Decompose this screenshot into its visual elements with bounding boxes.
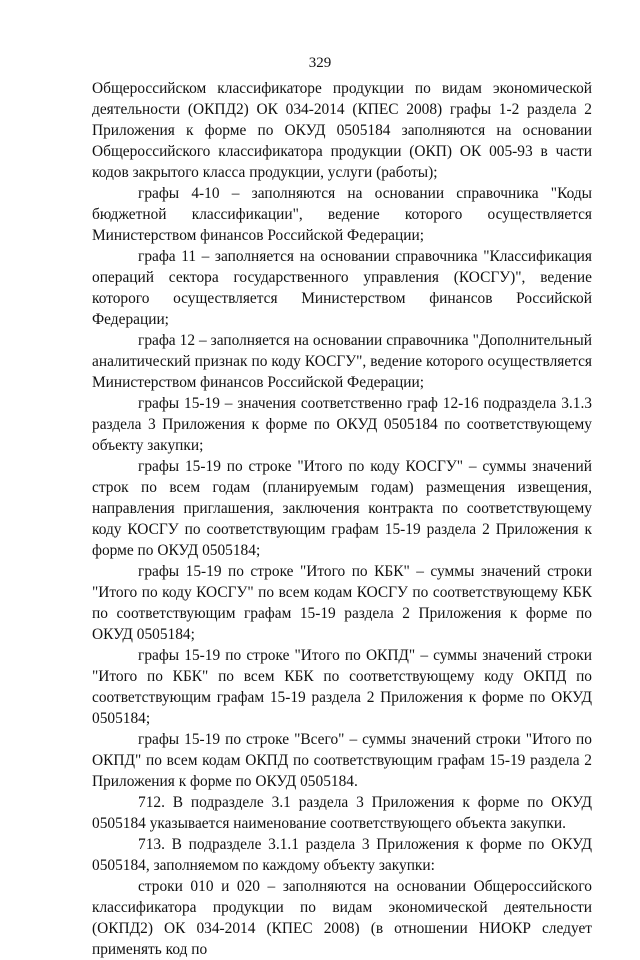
paragraph: графы 15-19 по строке "Итого по коду КОСГУ" – суммы значений строк по всем годам (планируемым годам) размещения извещения, направления приглашения, заключения контракта по соответствующему коду КОСГУ по соответствующим графам 15-19 раздела 2 Приложения к форме по ОКУД 0505184; [92,458,592,559]
paragraph: графы 15-19 – значения соответственно граф 12-16 подраздела 3.1.3 раздела 3 Приложения к форме по ОКУД 0505184 по соответствующему объекту закупки; [92,395,592,454]
paragraph: графы 4-10 – заполняются на основании справочника "Коды бюджетной классификации", ведение которого осуществляется Министерством финансов Российской Федерации; [92,185,592,244]
paragraph: графы 15-19 по строке "Всего" – суммы значений строки "Итого по ОКПД" по всем кодам ОКПД по соответствующим графам 15-19 раздела 2 Приложения к форме по ОКУД 0505184. [92,731,592,790]
paragraph: 713. В подразделе 3.1.1 раздела 3 Приложения к форме по ОКУД 0505184, заполняемом по каждому объекту закупки: [92,836,592,874]
paragraph: графы 15-19 по строке "Итого по КБК" – суммы значений строки "Итого по коду КОСГУ" по всем кодам КОСГУ по соответствующему КБК по соответствующим графам 15-19 раздела 2 Приложения к форме по ОКУД 0505184; [92,563,592,643]
paragraph: Общероссийском классификаторе продукции по видам экономической деятельности (ОКПД2) ОК 034-2014 (КПЕС 2008) графы 1-2 раздела 2 Приложения к форме по ОКУД 0505184 заполняются на основании Общероссийского классификатора продукции (ОКП) ОК 005-93 в части кодов закрытого класса продукции, услуги (работы); [92,80,592,181]
page-number: 329 [308,55,332,71]
paragraph: графа 12 – заполняется на основании справочника "Дополнительный аналитический признак по коду КОСГУ", ведение которого осуществляется Министерством финансов Российской Федерации; [92,332,592,391]
document-body [92,78,592,960]
paragraph: графа 11 – заполняется на основании справочника "Классификация операций сектора государственного управления (КОСГУ)", ведение которого осуществляется Министерством финансов Российской Федерации; [92,248,592,328]
paragraph: графы 15-19 по строке "Итого по ОКПД" – суммы значений строки "Итого по КБК" по всем КБК по соответствующему коду ОКПД по соответствующим графам 15-19 раздела 2 Приложения к форме по ОКУД 0505184; [92,647,592,727]
paragraph: строки 010 и 020 – заполняются на основании Общероссийского классификатора продукции по видам экономической деятельности (ОКПД2) ОК 034-2014 (КПЕС 2008) (в отношении НИОКР следует применять код по [92,878,592,958]
paragraph: 712. В подразделе 3.1 раздела 3 Приложения к форме по ОКУД 0505184 указывается наименование соответствующего объекта закупки. [92,794,592,832]
